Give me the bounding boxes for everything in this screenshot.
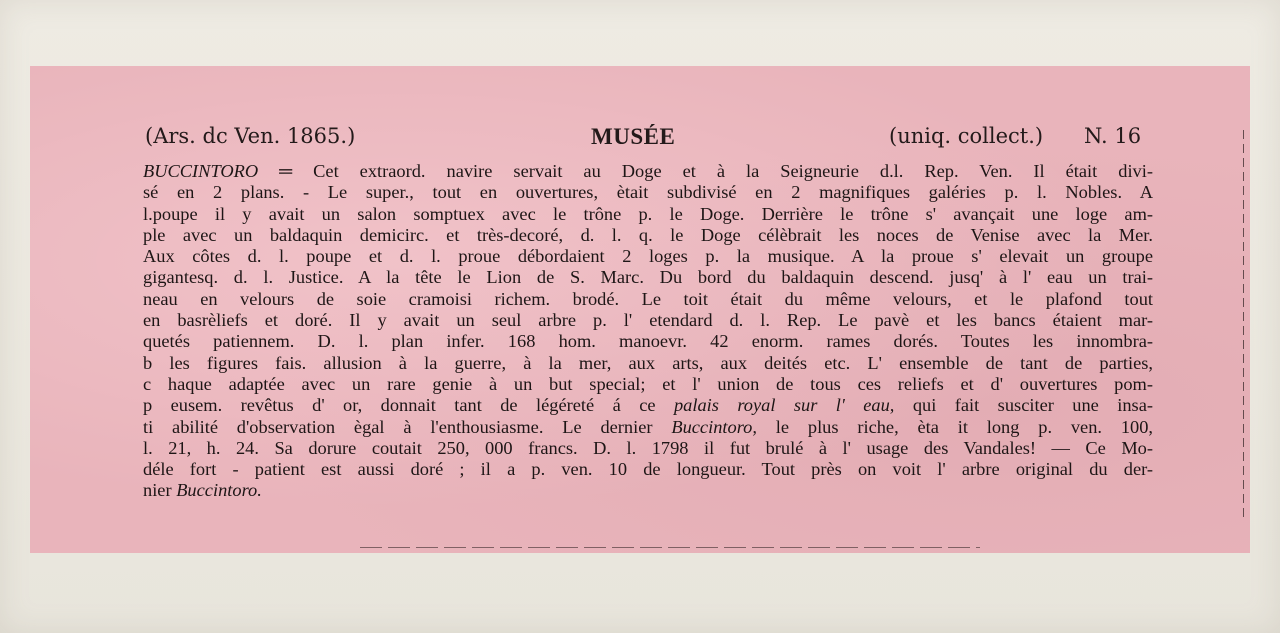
text-span: ple avec un baldaquin demicirc. et très-decoré, d. l. q. le Doge célèbrait les noces de Venise avec la Mer. <box>143 224 1153 245</box>
text-line <box>143 182 1153 203</box>
text-line <box>143 331 1153 352</box>
description-text <box>143 161 1153 502</box>
text-span: c haque adaptée avec un rare genie à un but special; et l' union de tous ces reliefs et d' ouvertures pom- <box>143 373 1153 394</box>
italic-text-span: Buccintoro, <box>671 416 757 437</box>
label-header <box>145 124 1145 154</box>
text-span: déle fort - patient est aussi doré ; il a p. ven. 10 de longueur. Tout près on voit l' arbre original du der- <box>143 459 1153 480</box>
text-span: en basrèliefs et doré. Il y avait un seul arbre p. l' etendard d. l. Rep. Le pavè et les bancs étaient mar- <box>143 310 1153 331</box>
text-span: l.poupe il y avait un salon somptuex avec le trône p. le Doge. Derrière le trône s' avançait une loge am- <box>143 203 1153 224</box>
header-left: (Ars. dc Ven. 1865.) <box>145 124 356 148</box>
text-line <box>143 374 1153 395</box>
text-line <box>143 480 1153 501</box>
bottom-border-rule <box>360 547 980 548</box>
text-span: Aux côtes d. l. poupe et d. l. proue débordaient 2 loges p. la musique. A la proue s' elevait un groupe <box>143 246 1153 267</box>
text-line <box>143 267 1153 288</box>
text-line <box>143 225 1153 246</box>
text-line <box>143 310 1153 331</box>
text-line <box>143 438 1153 459</box>
text-span: ti abilité d'observation ègal à l'enthousiasme. Le dernier <box>143 416 672 437</box>
text-span: neau en velours de soie cramoisi richem. brodé. Le toit était du même velours, et le plafond tout <box>143 288 1153 309</box>
header-right: (uniq. collect.) <box>889 124 1044 148</box>
text-line <box>143 395 1153 416</box>
text-span: gigantesq. d. l. Justice. A la tête le Lion de S. Marc. Du bord du baldaquin descend. jusq' à l' eau un trai- <box>143 267 1153 288</box>
text-span: qui fait susciter une insa- <box>894 395 1153 416</box>
header-title: MUSÉE <box>591 124 676 149</box>
text-span: nier <box>143 480 177 501</box>
right-border-rule <box>1243 130 1244 518</box>
text-span: p eusem. revêtus d' or, donnait tant de légéreté á ce <box>143 395 674 416</box>
text-span: l. 21, h. 24. Sa dorure coutait 250, 000 francs. D. l. 1798 il fut brulé à l' usage des Vandales! — Ce Mo- <box>143 437 1153 458</box>
text-span: quetés patiennem. D. l. plan infer. 168 hom. manoevr. 42 enorm. rames dorés. Toutes les innombra- <box>143 331 1153 352</box>
text-span: le plus riche, èta it long p. ven. 100, <box>756 416 1153 437</box>
text-line <box>143 459 1153 480</box>
text-line <box>143 289 1153 310</box>
text-line <box>143 246 1153 267</box>
text-span: b les figures fais. allusion à la guerre, à la mer, aux arts, aux deités etc. L' ensemble de tant de parties, <box>143 352 1153 373</box>
text-span: ═ Cet extraord. navire servait au Doge et à la Seigneurie d.l. Rep. Ven. Il était divi- <box>258 161 1153 181</box>
text-span: sé en 2 plans. - Le super., tout en ouvertures, ètait subdivisé en 2 magnifiques galéries p. l. Nobles. A <box>143 182 1153 203</box>
text-line <box>143 161 1153 182</box>
text-line <box>143 417 1153 438</box>
italic-text-span: BUCCINTORO <box>143 161 259 181</box>
text-line <box>143 204 1153 225</box>
text-line <box>143 353 1153 374</box>
header-number: N. 16 <box>1084 124 1142 148</box>
italic-text-span: Buccintoro. <box>176 480 262 501</box>
italic-text-span: palais royal sur l' eau, <box>673 395 895 416</box>
